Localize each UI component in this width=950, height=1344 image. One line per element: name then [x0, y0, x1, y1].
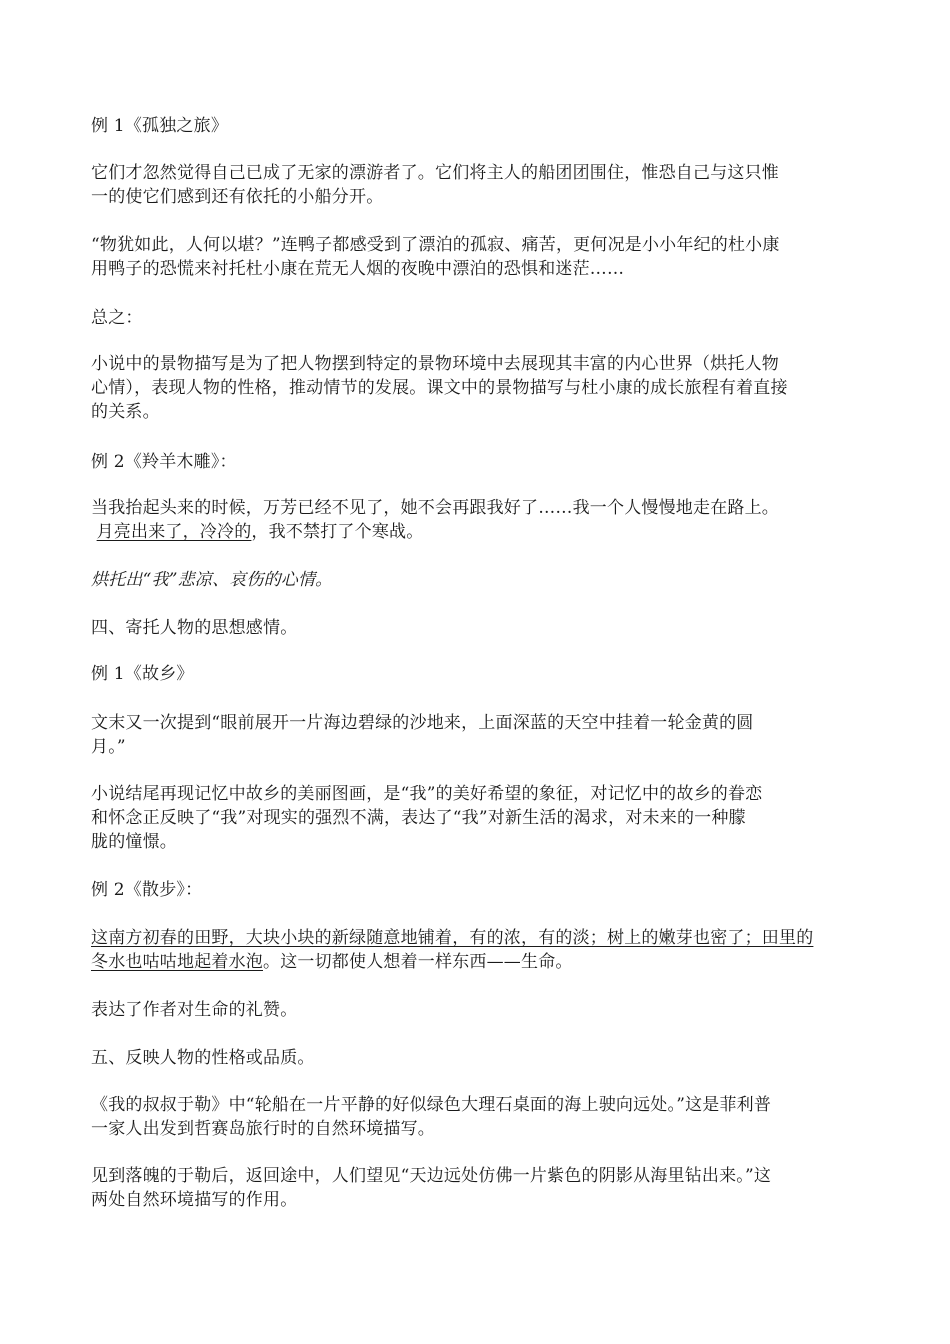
text-line: 和怀念正反映了“我”对现实的强烈不满，表达了“我”对新生活的渴求，对未来的一种朦: [91, 808, 746, 828]
section-heading-four: [91, 616, 871, 640]
text-line: 两处自然环境描写的作用。: [91, 1190, 298, 1210]
section-heading-text: 五、反映人物的性格或品质。: [91, 1048, 315, 1068]
paragraph-ducks-drifting: [91, 161, 871, 209]
underlined-phrase: 月亮出来了，冷冷的: [96, 522, 252, 542]
text-segment: ，我不禁打了个寒战。: [251, 522, 424, 542]
section-heading-five: [91, 1046, 871, 1070]
summary-heading: [91, 306, 871, 330]
text-line: 的关系。: [91, 402, 160, 422]
paragraph-ducks-loneliness: [91, 233, 871, 281]
underlined-phrase: 这南方初春的田野，大块小块的新绿随意地铺着，有的浓，有的淡；树上的嫩芽也密了；田里的: [91, 928, 814, 948]
text-line: [91, 950, 871, 974]
text-line: 它们才忽然觉得自己已成了无家的漂游者了。它们将主人的船团团围住，惟恐自己与这只惟: [91, 163, 779, 183]
paragraph-uncle-jules-quote: [91, 1093, 871, 1141]
example-heading-walk: [91, 878, 871, 902]
paragraph-hometown-analysis: [91, 782, 871, 854]
underlined-phrase: 冬水也咕咕地起着水泡: [91, 952, 263, 972]
text-segment: 。这一切都使人想着一样东西——生命。: [263, 952, 573, 972]
analysis-text: 表达了作者对生命的礼赞。: [91, 1000, 298, 1020]
text-line: “物犹如此，人何以堪？”连鸭子都感受到了漂泊的孤寂、痛苦，更何况是小小年纪的杜小康: [91, 235, 780, 255]
text-line: 一的使它们感到还有依托的小船分开。: [91, 187, 384, 207]
example-heading-text: 例 2《羚羊木雕》：: [91, 452, 237, 472]
example-heading-hometown: [91, 662, 871, 686]
example-heading-antelope-carving: [91, 450, 871, 474]
text-line: 用鸭子的恐慌来衬托杜小康在荒无人烟的夜晚中漂泊的恐惧和迷茫……: [91, 259, 625, 279]
summary-heading-text: 总之：: [91, 308, 143, 328]
text-line: 心情），表现人物的性格，推动情节的发展。课文中的景物描写与杜小康的成长旅程有着直接: [91, 378, 788, 398]
text-line: [91, 520, 871, 544]
text-line: 小说中的景物描写是为了把人物摆到特定的景物环境中去展现其丰富的内心世界（烘托人物: [91, 354, 779, 374]
paragraph-walk-analysis: [91, 998, 871, 1022]
text-line: 一家人出发到哲赛岛旅行时的自然环境描写。: [91, 1119, 435, 1139]
text-line: 见到落魄的于勒后，返回途中，人们望见“天边远处仿佛一片紫色的阴影从海里钻出来。”这: [91, 1166, 772, 1186]
paragraph-antelope-analysis: [91, 568, 871, 592]
example-heading-text: 例 1《孤独之旅》: [91, 116, 229, 136]
text-line: 《我的叔叔于勒》中“轮船在一片平静的好似绿色大理石桌面的海上驶向远处。”这是菲利普: [91, 1095, 772, 1115]
example-heading-text: 例 2《散步》：: [91, 880, 203, 900]
text-line: 当我抬起头来的时候，万芳已经不见了，她不会再跟我好了……我一个人慢慢地走在路上。: [91, 498, 779, 518]
text-line: 小说结尾再现记忆中故乡的美丽图画，是“我”的美好希望的象征，对记忆中的故乡的眷恋: [91, 784, 763, 804]
paragraph-walk-quote: [91, 926, 871, 974]
text-line: 胧的憧憬。: [91, 832, 177, 852]
section-heading-text: 四、寄托人物的思想感情。: [91, 618, 298, 638]
text-line: 月。”: [91, 737, 126, 757]
example-heading-text: 例 1《故乡》: [91, 664, 194, 684]
paragraph-summary: [91, 352, 871, 424]
example-heading-lonely-journey: [91, 114, 871, 138]
paragraph-uncle-jules-return: [91, 1164, 871, 1212]
paragraph-hometown-quote: [91, 711, 871, 759]
paragraph-antelope-quote: [91, 496, 871, 544]
text-line: 文末又一次提到“眼前展开一片海边碧绿的沙地来，上面深蓝的天空中挂着一轮金黄的圆: [91, 713, 754, 733]
italic-analysis-text: 烘托出“我”悲凉、哀伤的心情。: [91, 570, 333, 590]
